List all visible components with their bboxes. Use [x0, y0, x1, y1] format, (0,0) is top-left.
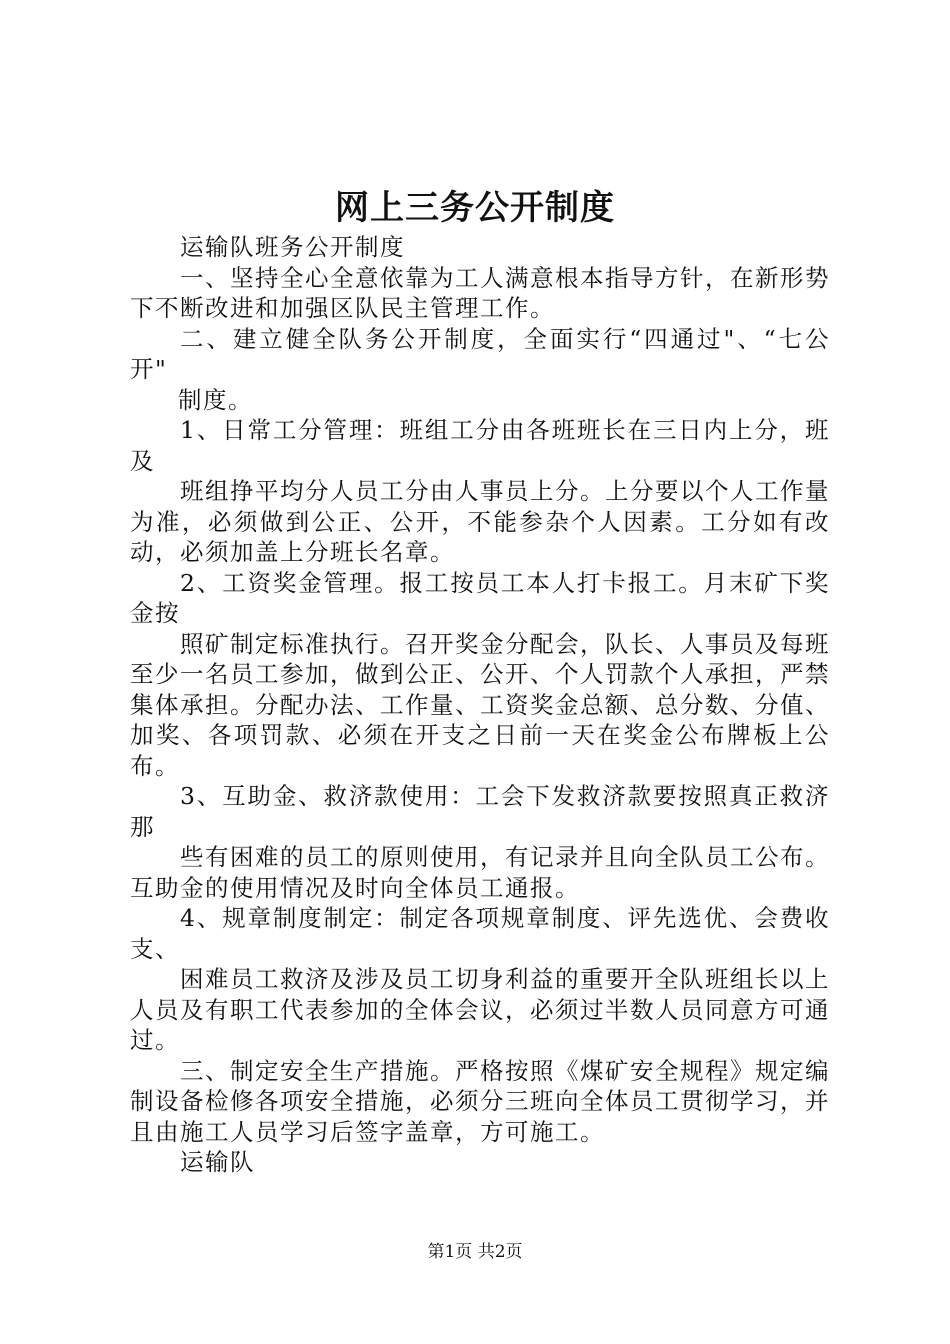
paragraph-subtitle: 运输队班务公开制度 — [180, 233, 405, 261]
paragraph-6: 2、工资奖金管理。报工按员工本人打卡报工。月末矿下奖金按 — [130, 568, 830, 627]
document-body — [130, 232, 830, 1178]
page-footer: 第1页 共2页 — [427, 1242, 523, 1262]
paragraph-3: 制度。 — [178, 385, 253, 414]
paragraph-8: 3、互助金、救济款使用：工会下发救济款要按照真正救济那 — [130, 782, 830, 841]
paragraph-5: 班组挣平均分人员工分由人事员上分。上分要以个人工作量为准，必须做到公正、公开，不能参杂个人因素。工分如有改动，必须加盖上分班长名章。 — [130, 477, 830, 566]
paragraph-2: 二、建立健全队务公开制度，全面实行“四通过"、“七公开" — [130, 324, 830, 383]
paragraph-11: 困难员工救济及涉及员工切身利益的重要开全队班组长以上人员及有职工代表参加的全体会议，必须过半数人员同意方可通过。 — [130, 965, 830, 1054]
document-title: 网上三务公开制度 — [335, 188, 615, 228]
paragraph-12: 三、制定安全生产措施。严格按照《煤矿安全规程》规定编制设备检修各项安全措施，必须分三班向全体员工贯彻学习，并且由施工人员学习后签字盖章，方可施工。 — [130, 1056, 830, 1146]
paragraph-9: 些有困难的员工的原则使用，有记录并且向全队员工公布。互助金的使用情况及时向全体员工通报。 — [130, 843, 830, 902]
paragraph-10: 4、规章制度制定：制定各项规章制度、评先选优、会费收支、 — [130, 904, 830, 963]
paragraph-1: 一、坚持全心全意依靠为工人满意根本指导方针，在新形势下不断改进和加强区队民主管理工作。 — [130, 263, 830, 322]
paragraph-4: 1、日常工分管理：班组工分由各班班长在三日内上分，班及 — [130, 416, 830, 475]
paragraph-7: 照矿制定标准执行。召开奖金分配会，队长、人事员及每班至少一名员工参加，做到公正、公开、个人罚款个人承担，严禁集体承担。分配办法、工作量、工资奖金总额、总分数、分值、加奖、各项罚款、必须在开支之日前一天在奖金公布牌板上公布。 — [130, 629, 830, 780]
paragraph-signature: 运输队 — [180, 1148, 255, 1176]
